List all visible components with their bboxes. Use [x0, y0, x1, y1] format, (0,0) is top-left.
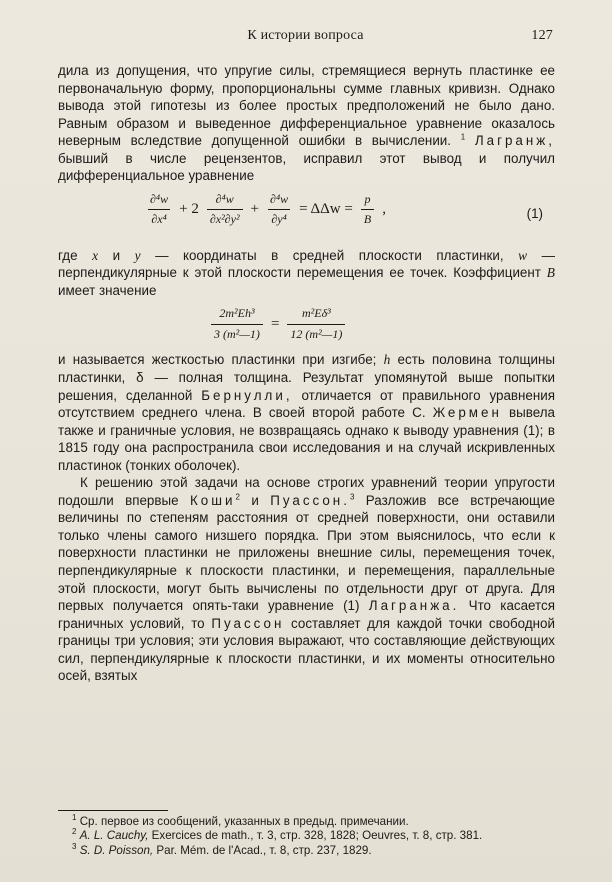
footnote-1-text: Ср. первое из сообщений, указанных в предыд. примечании. [79, 815, 409, 828]
main-text [58, 62, 555, 685]
footnote-1-mark: 1 [72, 813, 77, 823]
paragraph-4 [58, 474, 555, 685]
var-x: x [92, 247, 99, 263]
author-bernoulli: Бернулли, [201, 387, 293, 403]
p2-text-a: где [58, 247, 78, 263]
eq2-rhs-den: 12 (m²—1) [287, 324, 345, 344]
footnote-rule [58, 810, 168, 811]
var-B: B [546, 265, 555, 281]
footnote-1 [58, 815, 555, 829]
p2-text-d: имеет значение [58, 282, 157, 298]
eq1-term1-num: ∂⁴w [150, 191, 169, 206]
eq2-rhs-num: m²Eδ³ [301, 306, 331, 321]
p4-and: и [251, 492, 259, 508]
eq1-term2-num: ∂⁴w [215, 191, 234, 206]
eq1-term1-den: ∂x⁴ [148, 209, 169, 229]
p4-text-b: Разложив все встречающие величины по степеням расстояния от средней поверхности, они оставили только члены самого низшего порядка. При этом выяснилось, что если к поверхности пластинки не приложены внешние силы, перемещения точек, перпендикулярные к плоскости пластинки, и перемещения, параллельные этой плоскости, могут быть вычислены по отдельности друг от друга. Для первых получается опять-таки уравнение (1) [58, 492, 555, 614]
author-lagrange: Лагранж, [474, 133, 555, 149]
page-header [58, 28, 553, 48]
p1-line-2: пластинке ее первоначальную форму, пропорциональны сумме [58, 63, 555, 96]
eq2-lhs [211, 305, 263, 343]
p4-text-d: составляет для каждой точки свободной границы три условия; эти условия выражают, что составляющие действующих сил, перпендикулярные к плоскости пластинки, и их моменты относительно осей, взятых [58, 615, 555, 684]
equation-1 [58, 187, 555, 245]
footnote-2 [58, 829, 555, 843]
eq1-term2-den: ∂x²∂y² [207, 209, 243, 229]
footnote-ref-3[interactable]: 3 [349, 492, 355, 502]
author-lagrange-2: Лагранжа. [368, 598, 460, 614]
eq1-rhs [361, 191, 374, 229]
footnote-3-mark: 3 [72, 841, 77, 851]
p3-text-c: отличается от правильного уравнения отсутствием среднего члена. В своей второй работе С. [58, 387, 555, 421]
eq1-comma: , [382, 201, 386, 218]
footnote-ref-2[interactable]: 2 [235, 492, 240, 502]
running-title: К истории вопроса [247, 28, 364, 43]
equation-1-number[interactable]: (1) [526, 205, 543, 221]
eq1-term3-num: ∂⁴w [270, 191, 289, 206]
p1-line-5: дифференциальное уравнение оказалось неверным вследствие [58, 115, 556, 149]
eq1-rhs-den: B [361, 209, 374, 229]
p1-line-4: предположений не было дано. Равным образом и выведенное [58, 98, 555, 131]
paragraph-1 [58, 62, 555, 185]
equation-1-body [144, 191, 391, 229]
eq1-term3 [267, 191, 291, 229]
eq1-plus: + [250, 201, 260, 218]
eq1-term2 [207, 191, 243, 229]
eq1-term3-den: ∂y⁴ [268, 209, 289, 229]
p3-text-a: и называется жесткостью пластинки при изгибе; [58, 352, 377, 368]
paragraph-2 [58, 247, 555, 300]
eq2-rhs [287, 305, 345, 343]
footnote-ref-1[interactable]: 1 [460, 132, 466, 142]
author-poisson: Пуассон. [270, 492, 350, 508]
p3-text-b: есть половина толщины пластинки, δ — полная толщина. Результат упомянутой выше попытки решения, сделанной [58, 352, 555, 403]
author-germain: Жермен [432, 405, 502, 421]
p1-line-6: допущенной ошибки в вычислении. [211, 133, 451, 149]
eq2-lhs-num: 2m²Eh³ [219, 306, 255, 321]
equation-2-body [208, 305, 348, 343]
var-w: w [518, 247, 528, 263]
p1-line-1: дила из допущения, что упругие силы, стремящиеся вернуть [58, 63, 463, 78]
footnote-2-author: A. L. Cauchy, [79, 829, 149, 843]
footnote-3 [58, 841, 555, 858]
p2-text-b: — координаты в средней плоскости пластинки, [155, 247, 504, 263]
equation-2 [58, 303, 555, 345]
p2-text-c: — перпендикулярные к этой плоскости перемещения ее точек. Коэффициент [58, 247, 556, 281]
paragraph-3 [58, 351, 555, 474]
p3-text-d: вывела также и граничные условия, не возвращаясь однако к выводу уравнения (1); в 1815 году она распространила свои исследования и на случай искривленных пластинок (тонких оболочек). [58, 405, 555, 473]
footnote-3-author: S. D. Poisson, [79, 843, 154, 857]
eq1-plus-2: + 2 [179, 201, 199, 218]
author-cauchy: Коши [189, 492, 236, 508]
var-h: h [383, 352, 391, 368]
author-poisson-2: Пуассон [211, 615, 285, 631]
p4-text-c: Что касается граничных условий, то [58, 598, 555, 631]
p1-line-3: главных кривизн. Однако вывода этой гипотезы из более простых [58, 80, 555, 114]
eq2-equals: = [270, 315, 280, 332]
var-y: y [134, 247, 141, 263]
page-number: 127 [531, 28, 553, 43]
eq1-term1 [147, 191, 171, 229]
eq1-rhs-num: p [364, 191, 371, 206]
p2-and: и [112, 247, 121, 263]
footnotes [58, 810, 555, 858]
eq1-delta-delta: = ΔΔw = [299, 201, 353, 218]
footnote-3-text: Par. Mém. de l'Acad., т. 8, стр. 237, 1829. [156, 843, 372, 857]
eq2-lhs-den: 3 (m²—1) [211, 324, 263, 344]
footnote-2-text: Exercices de math., т. 3, стр. 328, 1828; Oeuvres, т. 8, стр. 381. [151, 829, 483, 843]
p4-text-a: К решению этой задачи на основе строгих уравнений теории упругости подошли впервые [58, 475, 555, 508]
footnote-2-mark: 2 [72, 827, 77, 837]
p1-continuation: бывший в числе рецензентов, исправил этот вывод и получил дифференциальное уравнение [58, 150, 555, 184]
